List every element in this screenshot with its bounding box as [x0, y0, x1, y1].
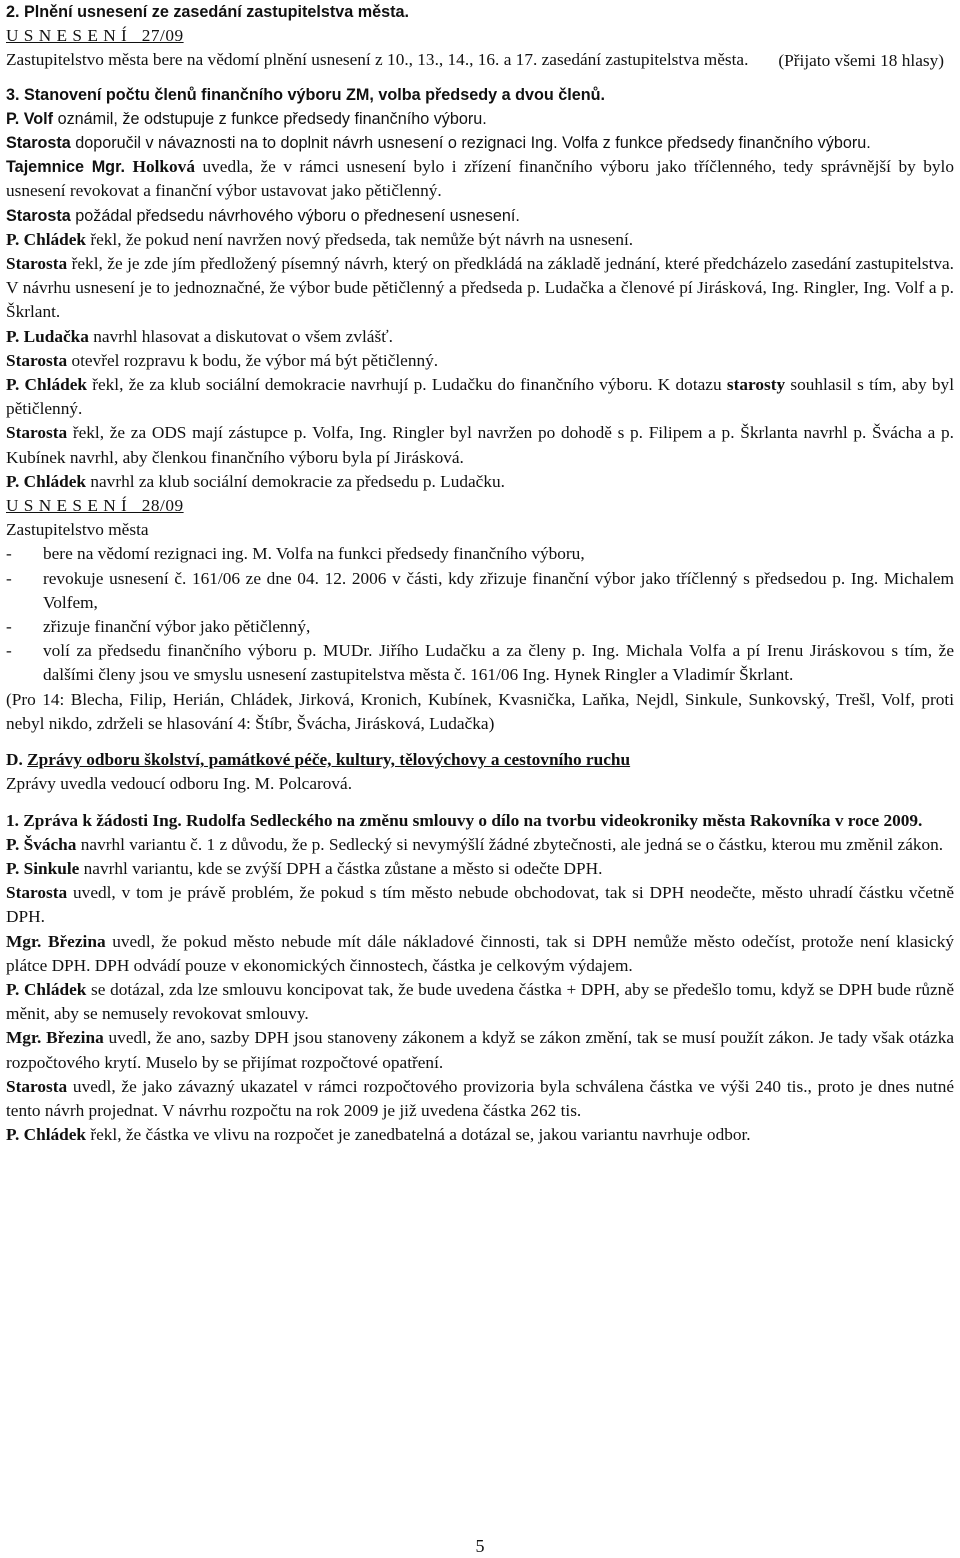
speaker-name: Tajemnice Mgr. — [6, 158, 125, 177]
speaker-name: P. Švácha — [6, 834, 77, 854]
statement-starosta-d1: Starosta uvedl, v tom je právě problém, že pokud s tím město nebude obchodovat, tak si DPH neodečte, město uhradí částku včetně DPH. — [6, 883, 954, 927]
statement-starosta-d2: Starosta uvedl, že jako závazný ukazatel v rámci rozpočtového provizoria byla schválena částka ve výši 240 tis., proto je dnes nutné tento návrh projednat. V návrhu rozpočtu na rok 2009 je již uvedena částka 262 tis. — [6, 1076, 954, 1120]
section-heading-2: 2. Plnění usnesení ze zasedání zastupitelstva města. — [6, 3, 410, 21]
statement-starosta-1: Starosta doporučil v návaznosti na to doplnit návrh usnesení o rezignaci Ing. Volfa z funkce předsedy finančního výboru. — [6, 134, 871, 153]
speaker-name: Starosta — [6, 1076, 68, 1096]
speaker-name: P. Ludačka — [6, 326, 89, 346]
speaker-name: Starosta — [6, 254, 68, 274]
list-item: - volí za předsedu finančního výboru p. MUDr. Jiřího Ludačku a za členy p. Ing. Michala Volfa a pí Irenu Jiráskovou s tím, že dalšími členy jsou ve smyslu usnesení zastupitelstva města č. 161/06 Ing. Hynek Ringler a Vladimír Škrlant. — [6, 641, 954, 685]
vote-note-27: (Přijato všemi 18 hlasy) — [778, 50, 944, 70]
statement-starosta-5: Starosta řekl, že za ODS mají zástupce p. Volfa, Ing. Ringler byl navržen po dohodě s p. Filipem a p. Škrlanta navrhl p. Švácha a p. Kubínek navrhl, aby členkou finančního výboru byla pí Jirásková. — [6, 423, 954, 467]
speaker-name: Starosta — [6, 134, 71, 153]
speaker-name: Starosta — [6, 350, 68, 370]
resolution-text-27: Zastupitelstvo města bere na vědomí plnění usnesení z 10., 13., 14., 16. a 17. zasedání zastupitelstva města. — [6, 50, 749, 70]
statement-chladek-2: P. Chládek řekl, že za klub sociální demokracie navrhují p. Ludačku do finančního výboru. K dotazu starosty souhlasil s tím, aby byl pětičlenný. — [6, 375, 955, 419]
statement-brezina-1: Mgr. Březina uvedl, že pokud město nebude mít dále nákladové činnosti, tak si DPH nemůže město odečíst, protože není klasický plátce DPH. DPH odvádí pouze v ekonomických činnostech, částka je celkovým výdajem. — [6, 931, 955, 975]
speaker-name: P. Chládek — [6, 979, 87, 999]
speaker-name: P. Chládek — [6, 1125, 87, 1145]
resolution-title-28: U S N E S E N Í 28/09 — [6, 496, 184, 516]
speaker-name: P. Volf — [6, 109, 54, 128]
statement-volf: P. Volf oznámil, že odstupuje z funkce předsedy finančního výboru. — [6, 109, 487, 128]
statement-svacha: P. Švácha navrhl variantu č. 1 z důvodu, že p. Sedlecký si nevymýšlí žádné zbytečnosti, ale jedná se o částku, kterou mu změnil zákon. — [6, 834, 944, 854]
statement-tajemnice: Tajemnice Mgr. Holková uvedla, že v rámci usnesení bylo i zřízení finančního výboru jako tříčlenného, tedy správnější by bylo usnesení revokovat a finanční výbor ustavovat jako pětičlenný. — [6, 157, 955, 201]
list-item: - revokuje usnesení č. 161/06 ze dne 04. 12. 2006 v části, kdy zřizuje finanční výbor jako tříčlenný s předsedou p. Ing. Michalem Volfem, — [6, 568, 954, 612]
speaker-name: starosty — [726, 375, 786, 395]
resolution-items-28 — [6, 542, 954, 687]
item-heading-d1: 1. Zpráva k žádosti Ing. Rudolfa Sedleckého na změnu smlouvy o dílo na tvorbu videokroniky města Rakovníka v roce 2009. — [6, 810, 923, 830]
statement-chladek-3: P. Chládek navrhl za klub sociální demokracie za předsedu p. Ludačku. — [6, 471, 505, 491]
statement-ludacka: P. Ludačka navrhl hlasovat a diskutovat o všem zvlášť. — [6, 326, 393, 346]
speaker-name: Mgr. Březina — [6, 1028, 104, 1048]
statement-starosta-2: Starosta požádal předsedu návrhového výboru o přednesení usnesení. — [6, 206, 520, 225]
resolution-intro-28: Zastupitelstvo města — [6, 520, 149, 540]
speaker-name: P. Sinkule — [6, 858, 80, 878]
speaker-name: Mgr. Březina — [6, 931, 106, 951]
speaker-name: P. Chládek — [6, 375, 87, 395]
statement-sinkule: P. Sinkule navrhl variantu, kde se zvýší DPH a částka zůstane a město si odečte DPH. — [6, 858, 603, 878]
list-item: - bere na vědomí rezignaci ing. M. Volfa na funkci předsedy finančního výboru, — [6, 544, 585, 564]
speaker-name: Starosta — [6, 883, 68, 903]
section-heading-3: 3. Stanovení počtu členů finančního výboru ZM, volba předsedy a dvou členů. — [6, 85, 606, 104]
resolution-title-27: U S N E S E N Í 27/09 — [6, 26, 184, 46]
speaker-name: Starosta — [6, 423, 68, 443]
speaker-name: Holková — [132, 157, 195, 177]
statement-starosta-3: Starosta řekl, že je zde jím předložený písemný návrh, který on předkládá na základě jednání, které předcházelo zasedání zastupitelstva. V návrhu usnesení je to jednoznačné, že výbor bude pětičlenný a předseda p. Ludačka a členové pí Jirásková, Ing. Ringler, Ing. Volf a p. Škrlant. — [6, 254, 954, 322]
statement-chladek-1: P. Chládek řekl, že pokud není navržen nový předseda, tak nemůže být návrh na usnesení. — [6, 229, 634, 249]
statement-brezina-2: Mgr. Březina uvedl, že ano, sazby DPH jsou stanoveny zákonem a když se zákon změní, tak se musí použít zákon. Je tady však otázka rozpočtového krytí. Muselo by se přijímat rozpočtové opatření. — [6, 1028, 955, 1072]
page-number: 5 — [475, 1536, 485, 1556]
section-heading-d: D. Zprávy odboru školství, památkové péče, kultury, tělovýchovy a cestovního ruchu — [6, 750, 631, 770]
vote-text-28: (Pro 14: Blecha, Filip, Herián, Chládek, Jirková, Kronich, Kubínek, Kvasnička, Laňka, Nejdl, Sinkule, Sunkovský, Trešl, Volf, proti nebyl nikdo, zdrželi se hlasování 4: Štíbr, Švácha, Jirásková, Ludačka) — [6, 689, 954, 733]
speaker-name: P. Chládek — [6, 229, 87, 249]
speaker-name: Starosta — [6, 206, 71, 225]
list-item: - zřizuje finanční výbor jako pětičlenný, — [6, 617, 311, 637]
statement-starosta-4: Starosta otevřel rozpravu k bodu, že výbor má být pětičlenný. — [6, 350, 439, 370]
section-d-intro: Zprávy uvedla vedoucí odboru Ing. M. Polcarová. — [6, 774, 353, 794]
statement-chladek-d1: P. Chládek se dotázal, zda lze smlouvu koncipovat tak, že bude uvedena částka + DPH, aby se předešlo tomu, když se DPH bude různě měnit, aby se nemusely revokovat smlouvy. — [6, 979, 954, 1024]
speaker-name: P. Chládek — [6, 471, 87, 491]
statement-chladek-d2: P. Chládek řekl, že částka ve vlivu na rozpočet je zanedbatelná a dotázal se, jakou variantu navrhuje odbor. — [6, 1125, 751, 1145]
